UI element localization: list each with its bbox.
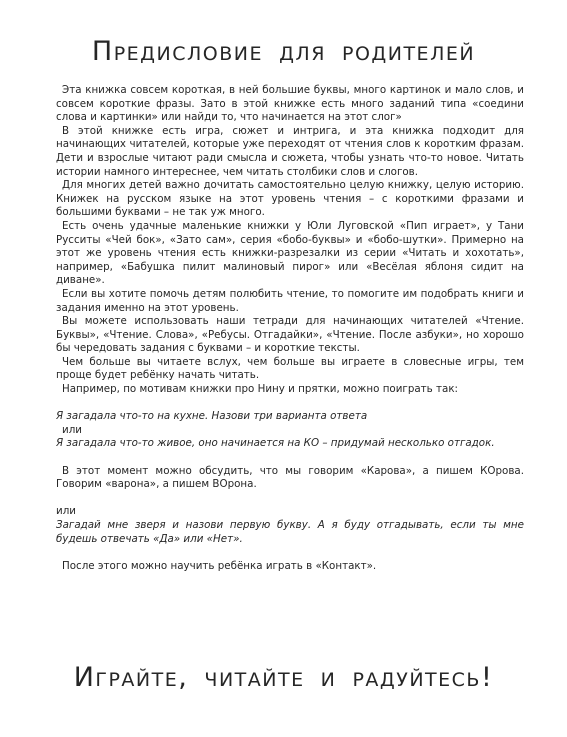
paragraph: Если вы хотите помочь детям полюбить чтение, то помогите им подобрать книги и задания именно на этот уровень. bbox=[56, 287, 524, 314]
body-text bbox=[56, 84, 524, 573]
paragraph: Эта книжка совсем короткая, в ней большие буквы, много картинок и мало слов, и совсем короткие фразы. Зато в этой книжке есть много заданий типа «соедини слова и картинки» или найди то, что начинается на этот слог» bbox=[56, 84, 524, 124]
paragraph: Чем больше вы читаете вслух, чем больше вы играете в словесные игры, тем проще будет ребёнку начать читать. bbox=[56, 355, 524, 382]
example-riddle-3: Загадай мне зверя и назови первую букву. А я буду отгадывать, если ты мне будешь отвечать «Да» или «Нет». bbox=[56, 519, 524, 545]
page-title: Предисловие для родителей bbox=[91, 36, 476, 67]
paragraph: Для многих детей важно дочитать самостоятельно целую книжку, целую историю. Книжек на русском языке на этот уровень чтения – с короткими фразами и большими буквами – не так уж много. bbox=[56, 179, 524, 219]
example-riddle-1: Я загадала что-то на кухне. Назови три варианта ответа bbox=[56, 410, 368, 423]
or-label: или bbox=[62, 423, 82, 436]
spacer bbox=[56, 546, 524, 560]
paragraph: После этого можно научить ребёнка играть в «Контакт». bbox=[62, 559, 377, 572]
or-label: или bbox=[56, 505, 76, 518]
example-riddle-2: Я загадала что-то живое, оно начинается на КО – придумай несколько отгадок. bbox=[56, 437, 495, 450]
closing-slogan: Играйте, читайте и радуйтесь! bbox=[73, 662, 494, 693]
paragraph: Есть очень удачные маленькие книжки у Юли Луговской «Пип играет», у Тани Русситы «Чей бок», «Зато сам», серия «бобо-буквы» и «бобо-шутки». Примерно на этот же уровень чтения есть книжки-разрезалки из серии «Читать и хохотать», например, «Бабушка пилит малиновый пирог» или «Весёлая яблоня сидит на диване». bbox=[56, 219, 524, 287]
spacer bbox=[56, 451, 524, 465]
spacer bbox=[56, 492, 524, 506]
spacer bbox=[56, 397, 524, 411]
paragraph: В этот момент можно обсудить, что мы говорим «Карова», а пишем КОрова. Говорим «варона», а пишем ВОрона. bbox=[56, 464, 524, 491]
paragraph: В этой книжке есть игра, сюжет и интрига, и эта книжка подходит для начинающих читателей, которые уже переходят от чтения слов к коротким фразам. Дети и взрослые читают ради смысла и сюжета, чтобы узнать что-то новое. Читать истории намного интереснее, чем читать столбики слов и слогов. bbox=[56, 124, 524, 178]
paragraph: Вы можете использовать наши тетради для начинающих читателей «Чтение. Буквы», «Чтение. Слова», «Ребусы. Отгадайки», «Чтение. После азбуки», но хорошо бы чередовать задания с буквами – и короткие тексты. bbox=[56, 315, 524, 355]
paragraph: Например, по мотивам книжки про Нину и прятки, можно поиграть так: bbox=[62, 383, 459, 396]
